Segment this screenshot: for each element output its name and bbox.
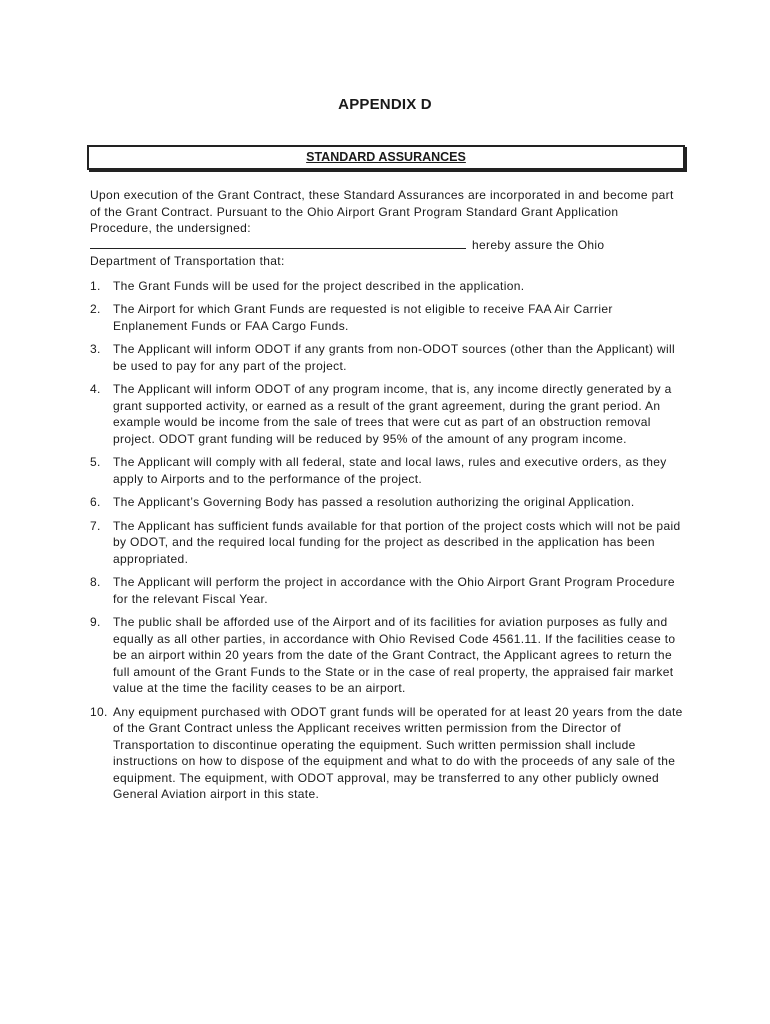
list-item [90,518,684,568]
list-item [90,704,684,803]
list-item [90,494,684,511]
list-item-text: The Airport for which Grant Funds are requested is not eligible to receive FAA Air Carrier Enplanement Funds or FAA Cargo Funds. [113,302,613,333]
list-item [90,454,684,487]
assurance-list [90,278,684,803]
list-item [90,381,684,447]
list-item-text: The Applicant’s Governing Body has passed a resolution authorizing the original Application. [113,495,635,509]
intro-tail: Department of Transportation that: [90,254,285,268]
list-item-number: 7. [90,518,101,533]
list-item-text: The Applicant will perform the project in accordance with the Ohio Airport Grant Program Procedure for the relevant Fiscal Year. [113,575,675,606]
list-item-number: 6. [90,495,101,509]
list-item [90,301,684,334]
list-item [90,278,684,295]
list-item-text: The Applicant has sufficient funds available for that portion of the project costs which will not be paid by ODOT, and the required local funding for the project as described in the application has been appropriated. [113,518,681,566]
section-heading: STANDARD ASSURANCES [306,150,466,164]
list-item-number: 8. [90,575,101,589]
list-item [90,614,684,697]
list-item-number: 4. [90,382,101,396]
list-item [90,341,684,374]
list-item-text: Any equipment purchased with ODOT grant funds will be operated for at least 20 years from the date of the Grant Contract unless the Applicant receives written permission from the Director of Transportation to discontinue operating the equipment. Such written permission shall include instructions on how to dispose of the equipment and what to do with the proceeds of any sale of the equipment. The equipment, with ODOT approval, may be transferred to any other publicly owned General Aviation airport in this state. [113,704,683,801]
list-item-text: The public shall be afforded use of the Airport and of its facilities for aviation purposes as fully and equally as all other parties, in accordance with Ohio Revised Code 4561.11. If the facilities cease to be an airport within 20 years from the date of the Grant Contract, the Applicant agrees to return the full amount of the Grant Funds to the State or in the case of real property, the appraised fair market value at the time the facility ceases to be an airport. [113,615,676,695]
list-item-text: The Grant Funds will be used for the project described in the application. [113,278,525,293]
list-item-number: 5. [90,455,101,469]
signature-blank[interactable] [90,237,466,249]
intro-paragraph [90,187,684,270]
section-heading-box [87,145,685,170]
list-item-text: The Applicant will inform ODOT if any grants from non-ODOT sources (other than the Applicant) will be used to pay for any part of the project. [113,342,676,373]
list-item-text: The Applicant will inform ODOT of any program income, that is, any income directly generated by a grant supported activity, or earned as a result of the grant agreement, during the grant period. An example would be income from the sale of trees that were cut as part of an obstruction removal project. ODOT grant funding will be reduced by 95% of the amount of any program income. [113,382,672,446]
list-item-number: 9. [90,615,101,629]
list-item-text: The Applicant will comply with all federal, state and local laws, rules and executive orders, as they apply to Airports and to the performance of the project. [113,455,667,486]
list-item [90,574,684,607]
signature-suffix: hereby assure the Ohio [472,237,605,252]
intro-text: Upon execution of the Grant Contract, these Standard Assurances are incorporated in and become part of the Grant Contract. Pursuant to the Ohio Airport Grant Program Standard Grant Application Procedure, the undersigned: [90,188,674,235]
list-item-number: 2. [90,302,101,316]
list-item-number: 3. [90,342,101,356]
list-item-number: 10. [90,704,108,719]
signature-line-row [90,237,684,254]
list-item-number: 1. [90,278,101,293]
page-title: APPENDIX D [338,96,432,113]
document-body [90,187,684,810]
